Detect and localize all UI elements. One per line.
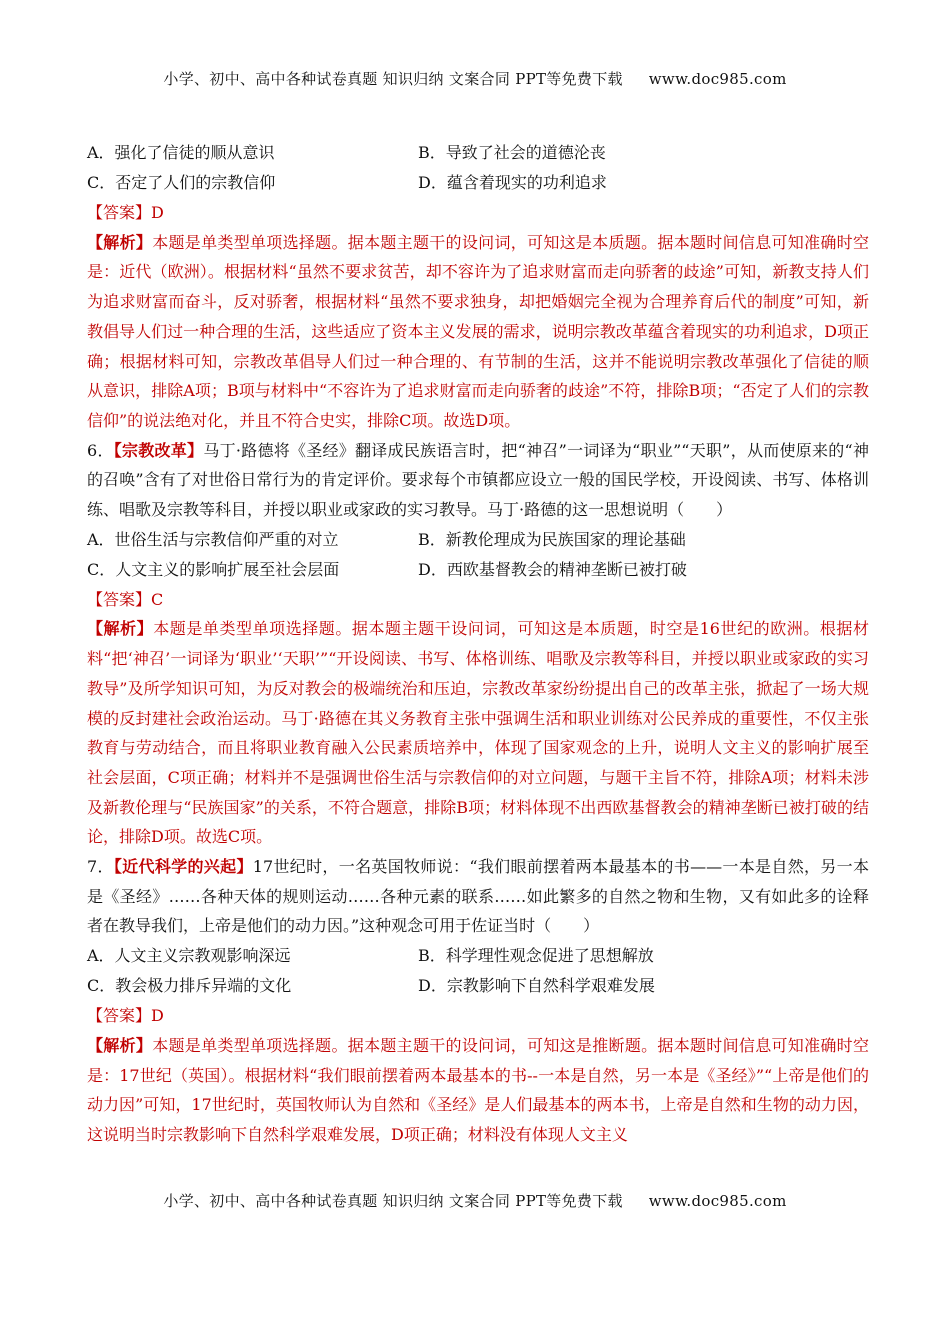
q6-tag: 【宗教改革】 (113, 440, 204, 460)
q5-option-b: B．导致了社会的道德沦丧 (418, 143, 606, 162)
q5-answer: 【答案】D (87, 203, 164, 222)
q7-number: 7． (87, 857, 114, 877)
q7-answer: 【答案】D (87, 1006, 164, 1026)
header-text: 小学、初中、高中各种试卷真题 知识归纳 文案合同 PPT等免费下载 (163, 70, 623, 88)
q7-option-a: A．人文主义宗教观影响深远 (87, 946, 291, 966)
q5-analysis-text: 本题是单类型单项选择题。据本题主题干的设问词，可知这是本质题。据本题时间信息可知准确时空是：近代（欧洲）。根据材料“虽然不要求贫苦，却不容许为了追求财富而走向骄奢的歧途”可知，新教支持人们为追求财富而奋斗，反对骄奢，根据材料“虽然不要求独身，却把婚姻完全视为合理养育后代的制度”可知，新教倡导人们过一种合理的生活，这些适应了资本主义发展的需求，说明宗教改革蕴含着现实的功利追求，D项正确；根据材料可知，宗教改革倡导人们过一种合理的、有节制的生活，这并不能说明宗教改革强化了信徒的顺从意识，排除A项；B项与材料中“不容许为了追求财富而走向骄奢的歧途”不符，排除B项；“否定了人们的宗教信仰”的说法绝对化，并且不符合史实，排除C项。故选D项。 (87, 232, 869, 430)
q6-stem (87, 436, 869, 525)
footer-url[interactable]: www.doc985.com (648, 1192, 787, 1210)
q5-analysis (87, 228, 869, 436)
q7-analysis-text: 本题是单类型单项选择题。据本题主题干的设问词，可知这是推断题。据本题时间信息可知准确时空是：17世纪（英国）。根据材料“我们眼前摆着两本最基本的书--一本是自然，另一本是《圣经》”“上帝是他们的动力因”可知，17世纪时，英国牧师认为自然和《圣经》是人们最基本的两本书，上帝是自然和生物的动力因，这说明当时宗教影响下自然科学艰难发展，D项正确；材料没有体现人文主义 (87, 1035, 869, 1144)
q5-analysis-label: 【解析】 (87, 232, 153, 252)
q5-option-a: A．强化了信徒的顺从意识 (87, 143, 275, 162)
q6-option-c: C．人文主义的影响扩展至社会层面 (87, 559, 340, 579)
q6-options-row-2 (87, 555, 869, 585)
q6-stem-text: 马丁·路德将《圣经》翻译成民族语言时，把“神召”一词译为“职业”“天职”，从而使原来的“神的召唤”含有了对世俗日常行为的肯定评价。要求每个市镇都应设立一般的国民学校，开设阅读、书写、体格训练、唱歌及宗教等科目，并授以职业或家政的实习教导。马丁·路德的这一思想说明（ ） (87, 440, 869, 520)
q7-stem (87, 852, 869, 941)
q7-options-row-2 (87, 971, 869, 1001)
q6-option-a: A．世俗生活与宗教信仰严重的对立 (87, 529, 339, 549)
q6-option-b: B．新教伦理成为民族国家的理论基础 (418, 529, 686, 549)
q6-analysis-label: 【解析】 (87, 619, 154, 639)
q6-options-row-1 (87, 525, 869, 555)
page-header (0, 68, 950, 89)
q5-options-row-2 (87, 168, 869, 198)
footer-text: 小学、初中、高中各种试卷真题 知识归纳 文案合同 PPT等免费下载 (163, 1192, 623, 1210)
q7-option-b: B．科学理性观念促进了思想解放 (418, 946, 654, 966)
q5-option-c: C．否定了人们的宗教信仰 (87, 173, 276, 192)
q7-analysis (87, 1031, 869, 1150)
q5-option-d: D．蕴含着现实的功利追求 (418, 173, 607, 192)
q7-tag: 【近代科学的兴起】 (113, 857, 253, 877)
page-footer (0, 1190, 950, 1211)
q6-number: 6． (87, 440, 114, 460)
q7-analysis-label: 【解析】 (87, 1035, 153, 1055)
q6-analysis (87, 614, 869, 852)
q6-analysis-text: 本题是单类型单项选择题。据本题主题干设问词，可知这是本质题，时空是16世纪的欧洲。根据材料“把‘神召’一词译为‘职业’‘天职’”“开设阅读、书写、体格训练、唱歌及宗教等科目，并授以职业或家政的实习教导”及所学知识可知，为反对教会的极端统治和压迫，宗教改革家纷纷提出自己的改革主张，掀起了一场大规模的反封建社会政治运动。马丁·路德在其义务教育主张中强调生活和职业训练对公民养成的重要性，不仅主张教育与劳动结合，而且将职业教育融入公民素质培养中，体现了国家观念的上升，说明人文主义的影响扩展至社会层面，C项正确；材料并不是强调世俗生活与宗教信仰的对立问题，与题干主旨不符，排除A项；材料未涉及新教伦理与“民族国家”的关系，不符合题意，排除B项；材料体现不出西欧基督教会的精神垄断已被打破的结论，排除D项。故选C项。 (87, 619, 869, 847)
q7-option-d: D．宗教影响下自然科学艰难发展 (418, 976, 655, 996)
page-content (87, 138, 869, 1150)
header-url[interactable]: www.doc985.com (648, 70, 787, 88)
q7-stem-text: 17世纪时，一名英国牧师说：“我们眼前摆着两本最基本的书——一本是自然，另一本是《圣经》……各种天体的规则运动……各种元素的联系……如此繁多的自然之物和生物，又有如此多的诠释者在教导我们，上帝是他们的动力因。”这种观念可用于佐证当时（ ） (87, 857, 869, 936)
q6-option-d: D．西欧基督教会的精神垄断已被打破 (418, 559, 687, 579)
q7-options-row-1 (87, 941, 869, 971)
q7-option-c: C．教会极力排斥异端的文化 (87, 976, 292, 996)
q6-answer: 【答案】C (87, 589, 164, 609)
q5-options-row-1 (87, 138, 869, 168)
